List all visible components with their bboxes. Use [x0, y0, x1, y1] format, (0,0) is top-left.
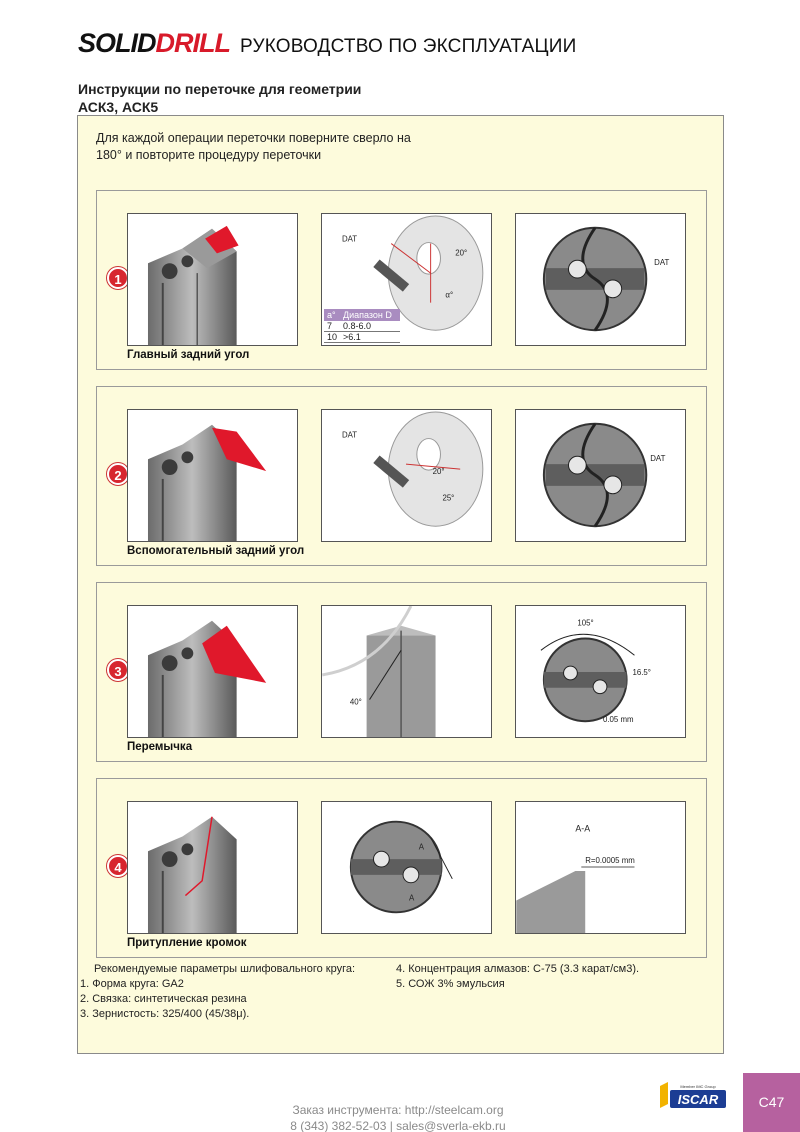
drill-tip-image	[127, 801, 298, 934]
angle-table-row: 7 0.8-6.0	[324, 321, 400, 332]
parameter-item: 1. Форма круга: GA2	[80, 978, 184, 990]
solid-drill-logo: SOLIDDRILL	[78, 28, 230, 58]
svg-text:ISCAR: ISCAR	[677, 1092, 719, 1107]
step-2	[96, 386, 707, 566]
step-label: Перемычка	[127, 741, 193, 753]
svg-text:25°: 25°	[442, 493, 455, 503]
intro-text: Для каждой операции переточки поверните сверло на 180° и повторите процедуру переточки	[96, 131, 411, 162]
step-label: Главный задний угол	[127, 349, 250, 361]
step-4	[96, 778, 707, 958]
svg-text:0.05 mm: 0.05 mm	[602, 715, 634, 725]
step-number-badge: 2	[107, 463, 129, 485]
svg-text:A-A: A-A	[575, 823, 591, 834]
page-heading: РУКОВОДСТВО ПО ЭКСПЛУАТАЦИИ	[240, 36, 577, 57]
grinding-setup-diagram	[321, 605, 492, 738]
iscar-logo	[658, 1082, 728, 1112]
svg-text:20°: 20°	[432, 467, 445, 477]
parameters-right-column	[396, 962, 716, 992]
brand-header	[78, 28, 577, 58]
drill-tip-image	[127, 409, 298, 542]
step-3	[96, 582, 707, 762]
drill-cross-section-diagram	[321, 801, 492, 934]
parameter-item: 4. Концентрация алмазов: С-75 (3.3 карат/см3).	[396, 963, 640, 975]
svg-text:105°: 105°	[577, 618, 594, 628]
grinding-setup-diagram	[321, 213, 492, 346]
parameter-item: 5. СОЖ 3% эмульсия	[396, 978, 505, 990]
step-1	[96, 190, 707, 370]
svg-text:DAT: DAT	[341, 234, 358, 244]
parameter-item: 3. Зернистость: 325/400 (45/38μ).	[80, 1008, 250, 1020]
angle-table-header: a° Диапазон D	[324, 309, 400, 321]
drill-tip-image	[127, 605, 298, 738]
step-number-badge: 3	[107, 659, 129, 681]
svg-text:40°: 40°	[349, 697, 362, 707]
svg-text:Member IMC Group: Member IMC Group	[680, 1084, 716, 1089]
svg-text:DAT: DAT	[341, 430, 358, 440]
contact-text[interactable]: 8 (343) 382-52-03 | sales@sverla-ekb.ru	[290, 1119, 506, 1132]
svg-text:α°: α°	[445, 290, 454, 300]
drill-tip-image	[127, 213, 298, 346]
angle-table-row: 10 >6.1	[324, 332, 400, 343]
order-link-text[interactable]: Заказ инструмента: http://steelcam.org	[292, 1103, 504, 1117]
page-number-tab: C47	[743, 1073, 800, 1132]
footer-contacts	[248, 1102, 548, 1132]
step-number-badge: 1	[107, 267, 129, 289]
svg-text:20°: 20°	[455, 248, 468, 258]
drill-cross-section-diagram	[515, 213, 686, 346]
drill-cross-section-diagram	[515, 409, 686, 542]
drill-cross-section-diagram	[515, 605, 686, 738]
angle-table	[324, 309, 400, 343]
svg-text:16.5°: 16.5°	[632, 667, 651, 677]
svg-text:DAT: DAT	[650, 454, 666, 464]
instructions-panel	[77, 115, 724, 1054]
parameters-left-column	[80, 962, 390, 1022]
svg-text:DAT: DAT	[654, 258, 670, 268]
step-label: Вспомогательный задний угол	[127, 545, 305, 557]
step-label: Притупление кромок	[127, 937, 247, 949]
step-number-badge: 4	[107, 855, 129, 877]
svg-text:A: A	[418, 842, 425, 852]
parameters-heading: Рекомендуемые параметры шлифовального круга:	[94, 963, 356, 975]
svg-text:A: A	[408, 893, 415, 903]
parameter-item: 2. Связка: синтетическая резина	[80, 993, 247, 1005]
grinding-setup-diagram	[321, 409, 492, 542]
section-title: Инструкции по переточке для геометрии АСК3, АСК5	[78, 81, 362, 115]
edge-radius-diagram	[515, 801, 686, 934]
svg-text:R=0.0005 mm: R=0.0005 mm	[585, 856, 635, 866]
